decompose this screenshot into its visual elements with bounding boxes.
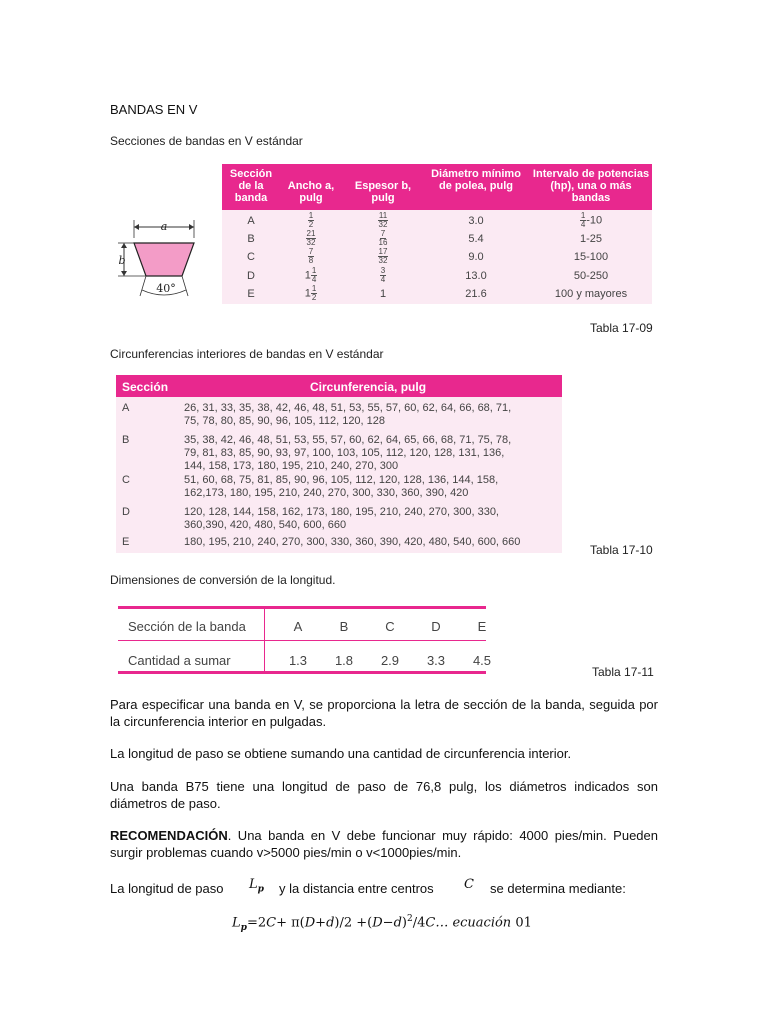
t1-row-e-diametro: 21.6 — [465, 288, 487, 300]
t2-header-circunferencia: Circunferencia, pulg — [310, 380, 427, 394]
t1-row-d-sec: D — [247, 270, 255, 282]
t3-col-c: C — [385, 618, 395, 634]
t3-val-e: 4.5 — [472, 652, 492, 668]
t2-header-seccion: Sección — [122, 380, 169, 394]
paragraph-1: Para especificar una banda en V, se proporciona la letra de sección de la banda, seguida por la circunferencia interior en pulgadas. — [110, 697, 658, 729]
paragraph-5a: La longitud de paso — [110, 881, 224, 896]
table-row — [122, 506, 520, 536]
t2-values-e: 180, 195, 210, 240, 270, 300, 330, 360, 390, 420, 480, 540, 600, 660 — [184, 536, 521, 548]
t1-row-e-ancho: 1 $\frac{1}{2}$ — [304, 284, 317, 302]
t1-caption: Tabla 17-09 — [590, 321, 653, 335]
t1-row-d-espesor: $\frac{3}{4}$ — [380, 266, 386, 284]
t3-val-b: 1.8 — [334, 652, 354, 668]
t3-val-a: 1.3 — [288, 652, 308, 668]
t1-header-espesor: Espesor b, pulg — [354, 180, 412, 204]
t1-row-b-diametro: 5.4 — [468, 233, 484, 245]
paragraph-3: Una banda B75 tiene una longitud de paso de 76,8 pulg, los diámetros indicados son diámetros de paso. — [110, 779, 658, 811]
t2-values-a: 26, 31, 33, 35, 38, 42, 46, 48, 51, 53, 55, 57, 60, 62, 64, 66, 68, 71, 75, 78, 80, 85, 90, 96, 105, 112, 120, 128 — [184, 402, 512, 427]
t1-row-e-espesor: 1 — [379, 288, 387, 300]
t1-row-a-espesor: $\frac{11}{32}$ — [378, 211, 388, 229]
fig-label-angle: 40° — [156, 282, 176, 295]
t1-row-a-potencia: $\frac{1}{4}$ -10 — [580, 211, 603, 229]
recomendacion-text: . Una banda en V debe funcionar muy rápido: 4000 pies/min. Pueden surgir problemas cuando v>5000 pies/min o v<1000pies/min. — [110, 828, 658, 860]
t1-header-diametro: Diámetro mínimo de polea, pulg — [431, 168, 521, 192]
table-row — [122, 536, 520, 549]
table-row — [122, 474, 520, 506]
t1-header-seccion: Sección de la banda — [229, 168, 273, 204]
t3-col-d: D — [431, 618, 441, 634]
t1-row-c-espesor: $\frac{17}{32}$ — [378, 247, 388, 265]
t2-values-d: 120, 128, 144, 158, 162, 173, 180, 195, 210, 240, 270, 300, 330, 360,390, 420, 480, 540, 600, 660 — [184, 506, 499, 531]
paragraph-5c: se determina mediante: — [490, 881, 626, 896]
t1-row-b-potencia: 1-25 — [579, 233, 603, 245]
table-row — [118, 643, 505, 677]
paragraph-2: La longitud de paso se obtiene sumando una cantidad de circunferencia interior. — [110, 746, 572, 761]
t1-header-ancho: Ancho a, pulg — [287, 180, 335, 204]
t1-row-e-potencia: 100 y mayores — [554, 288, 628, 300]
t2-heading: Circunferencias interiores de bandas en V estándar — [110, 347, 384, 361]
table-row — [122, 434, 520, 474]
t1-row-d-ancho: 1 $\frac{1}{4}$ — [304, 266, 317, 284]
t1-row-c-ancho: $\frac{7}{8}$ — [308, 247, 314, 265]
t1-row-c-diametro: 9.0 — [468, 251, 484, 263]
t1-heading: Secciones de bandas en V estándar — [110, 134, 303, 148]
belt-section-figure — [112, 216, 212, 302]
t1-row-c-potencia: 15-100 — [573, 251, 609, 263]
t1-row-a-diametro: 3.0 — [468, 215, 484, 227]
t2-sec-e: E — [122, 536, 130, 548]
t3-table — [118, 609, 505, 677]
t2-sec-c: C — [122, 474, 130, 486]
t1-row-d-potencia: 50-250 — [573, 270, 609, 282]
t2-sec-a: A — [122, 402, 130, 414]
t1-row-b-ancho: $\frac{21}{32}$ — [306, 229, 316, 247]
symbol-c: C — [464, 877, 474, 892]
t2-values-c: 51, 60, 68, 75, 81, 85, 90, 96, 105, 112, 120, 128, 136, 144, 158, 162,173, 180, 195, 210, 240, 270, 300, 330, 360, 390, 420 — [184, 474, 499, 499]
t2-caption: Tabla 17-10 — [590, 543, 653, 557]
t3-label-cantidad: Cantidad a sumar — [128, 652, 231, 668]
fig-label-a: a — [160, 220, 168, 233]
t1-row-b-espesor: $\frac{7}{16}$ — [378, 229, 388, 247]
t1-row-d-diametro: 13.0 — [465, 270, 487, 282]
equation-01: $L_p=2C+ \pi(D+d)/2$ $+(D-d)^2/4C\dots$ ecuación 01 — [232, 914, 532, 933]
t1-row-c-sec: C — [247, 251, 255, 263]
t1-row-a-ancho: $\frac{1}{2}$ — [308, 211, 314, 229]
recomendacion-label: RECOMENDACIÓN — [110, 828, 228, 843]
t3-col-a: A — [293, 618, 303, 634]
paragraph-recomendacion — [110, 827, 658, 861]
t1-row-a-sec: A — [247, 215, 255, 227]
t3-label-seccion: Sección de la banda — [128, 618, 246, 634]
t1-header-potencias: Intervalo de potencias (hp), una o más bandas — [532, 168, 650, 204]
t2-sec-b: B — [122, 434, 130, 446]
t2-values-b: 35, 38, 42, 46, 48, 51, 53, 55, 57, 60, 62, 64, 65, 66, 68, 71, 75, 78, 79, 81, 83, 85, 90, 93, 97, 100, 103, 105, 112, 120, 128, 131, 136, 144, 158, 173, 180, 195, 210, 240, 270, 300 — [184, 434, 512, 472]
t2-table — [122, 402, 520, 549]
t3-col-e: E — [477, 618, 487, 634]
t3-val-c: 2.9 — [380, 652, 400, 668]
t1-row-e-sec: E — [247, 288, 255, 300]
t3-heading: Dimensiones de conversión de la longitud. — [110, 573, 336, 587]
table-row — [122, 402, 520, 434]
t3-col-b: B — [339, 618, 349, 634]
t2-sec-d: D — [122, 506, 130, 518]
paragraph-5b: y la distancia entre centros — [279, 881, 434, 896]
t3-val-d: 3.3 — [426, 652, 446, 668]
t3-caption: Tabla 17-11 — [592, 665, 654, 679]
symbol-lp: $L_p$ — [249, 877, 264, 895]
t1-row-b-sec: B — [247, 233, 255, 245]
document-title: BANDAS EN V — [110, 102, 198, 117]
table-row — [118, 609, 505, 643]
fig-label-b: b — [118, 254, 126, 267]
